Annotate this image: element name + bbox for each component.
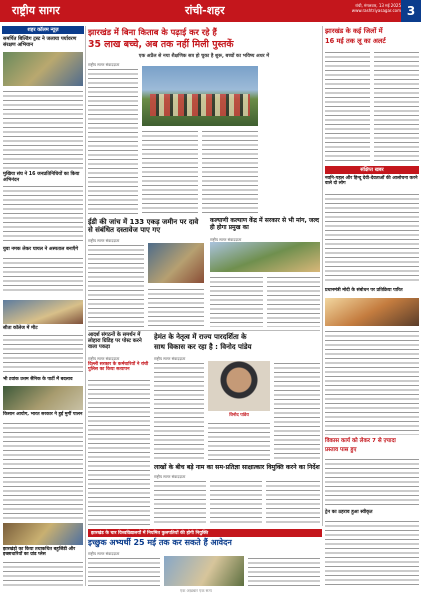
story2-headline: ईडी की जांच में 133 एकड़ जमीन पर दावे से संबंधित दस्तावेज पाए गए	[88, 218, 199, 235]
lead-body-col-2	[142, 129, 198, 215]
story3-body-col-1	[210, 275, 263, 327]
left-headline-4: सीता कॉलेज में मीट	[3, 326, 38, 331]
bottom-banner: झारखंड के चार विश्वविद्यालयों में नियमित कुलपतियों की होगी नियुक्ति	[88, 529, 322, 537]
story3-headline: कल्याणी कल्याण केंद्र में सरकार से भी मांग, जल्द ही होगा प्रमुख का	[210, 217, 320, 231]
story2-photo	[148, 243, 204, 283]
lead-body-col-3	[202, 129, 258, 215]
right-body-2	[325, 192, 419, 284]
masthead	[0, 0, 421, 22]
story4-subhead: दिल्‍ली सरकार के कर्मचारियों ने रांची पुलिस का किया सत्यापन	[88, 362, 149, 373]
left-body-1	[3, 89, 83, 169]
story3-body-col-2	[267, 275, 320, 327]
right-body-col-1	[325, 50, 370, 162]
story5-portrait	[208, 361, 270, 411]
story5-headline-2: साथ विकास कर रहा है : विनोद पांडेय	[154, 343, 252, 351]
footer-caption: एक अख़बार एक सत्य	[180, 588, 212, 593]
right-headline-2: नवनि-पहल और हिन्दू देवी-देवताओं की आलोचना करने वाले दो लोग	[325, 176, 418, 187]
right-headline-5: ट्रेन का ठहराव हुआ स्वीकृत	[325, 510, 373, 515]
story6-byline: राष्ट्रीय सागर संवाददाता	[154, 474, 186, 479]
left-photo-3	[3, 386, 83, 410]
story3-byline: राष्ट्रीय सागर संवाददाता	[210, 237, 242, 242]
left-photo-2	[3, 300, 83, 324]
story6-body-col-3	[266, 479, 320, 526]
story5-headline-1: हेमंत के नेतृत्व में राज्य पारदर्शिता के	[154, 333, 247, 341]
story4-headline: आदर्श संगठनों के समर्थन में लोहारा ग्रिडिह पर पोस्ट करने वाला पकड़ा	[88, 332, 142, 350]
left-headline-1: समर्पित बिल्डिंग ट्रस्ट ने जलाया पर्यावरण संरक्षण अभियान	[3, 36, 77, 48]
page-number: 3	[401, 0, 421, 22]
section-label-brief: संक्षिप्त खबर	[325, 166, 419, 174]
story4-body	[88, 378, 150, 526]
left-headline-6: किसान आयोग, भारत सरकार ने हुई मुर्गी पालन	[3, 412, 83, 417]
brand-name: राष्ट्रीय सागर	[12, 4, 60, 17]
right-headline-3: प्रधानमंत्री मोदी के संबोधन पर प्रतिक्रिया पारित	[325, 288, 403, 293]
bottom-byline: राष्ट्रीय सागर संवाददाता	[88, 551, 120, 556]
left-headline-7: झारखंड़ो का किया तथाकथित बहुजिंडी और इच्छाधारियों का ग्रांड प्लेस	[3, 547, 76, 558]
story3-photo	[210, 242, 320, 272]
bottom-photo	[164, 556, 244, 586]
column-divider-left	[85, 26, 86, 586]
right-headline-1a: झारखंड के कई जिलों में	[325, 27, 383, 35]
masthead-meta	[305, 3, 401, 13]
right-body-3	[325, 329, 419, 435]
left-photo-4	[3, 523, 83, 545]
story2-body-col-2	[148, 287, 204, 327]
lead-byline: राष्ट्रीय सागर संवाददाता	[88, 62, 120, 67]
lead-headline-1: झारखंड में बिना किताब के पढ़ाई कर रहे हैं	[88, 27, 217, 37]
bottom-body-col-2	[248, 556, 320, 586]
bottom-body-col-1	[88, 556, 160, 586]
lead-body-col-1	[88, 67, 138, 215]
story5-body-col-3	[274, 361, 320, 461]
bottom-headline: इच्छुक अभ्यर्थी 25 मई तक कर सकते हैं आवेदन	[88, 538, 232, 547]
left-body-2	[3, 184, 83, 244]
story2-byline: राष्ट्रीय सागर संवाददाता	[88, 238, 120, 243]
website-line: www.rashtriyasagar.com	[351, 8, 401, 13]
right-headline-1b: 16 मई तक लू का अलर्ट	[325, 37, 386, 45]
story5-body-col-2	[208, 421, 270, 461]
story6-headline: लाखों के बीच बड़े नाम का सम-प्रतिज्ञा साक्षात्कार विमुक्ति करने का निर्देश	[154, 464, 320, 471]
left-body-3	[3, 256, 83, 294]
lead-subhead: एक अप्रैल से नया शैक्षणिक सत्र हो चुका है शुरू, बच्चों का भविष्य अधर में	[138, 54, 270, 59]
row-rule-1	[88, 330, 320, 331]
right-photo-1	[325, 298, 419, 326]
section-title: रांची-शहर	[185, 4, 225, 17]
story2-body-col-1	[88, 243, 144, 327]
story5-body-col-1	[154, 361, 204, 461]
left-headline-5: भी टवांक उत्तम सैनिक के पार्टी में बदलाव	[3, 377, 73, 382]
left-photo-1	[3, 52, 83, 86]
left-body-6	[3, 560, 83, 586]
story6-body-col-1	[154, 479, 206, 526]
story4-byline: राष्ट्रीय सागर संवाददाता	[88, 356, 120, 361]
right-body-4	[325, 457, 419, 507]
left-body-5	[3, 421, 83, 519]
left-headline-3: युवा नमक लेकर घायल ने अस्पताल बनाएँगे	[3, 247, 79, 252]
right-headline-4a: विकास कार्य को लेकर 7 से ज़्यादा	[325, 438, 396, 444]
right-headline-4b: प्रस्ताव पास हुए	[325, 447, 357, 453]
story6-body-col-2	[210, 479, 262, 526]
left-body-4	[3, 333, 83, 375]
footer-strip	[0, 587, 421, 595]
section-label-city: शहर कॉलम न्यूज़	[2, 26, 84, 34]
story5-pull-quote: विनोद पांडेय	[229, 413, 249, 418]
right-body-col-2	[374, 50, 419, 162]
right-body-5	[325, 519, 419, 585]
story5-byline: राष्ट्रीय सागर संवाददाता	[154, 356, 186, 361]
left-headline-2: मुखिया संघ ने 16 जनप्रतिनिधियों का किया अभिनंदन	[3, 172, 80, 183]
date-line: रांची, मंगलवार, 13 मई 2025	[355, 3, 401, 8]
lead-headline-2: 35 लाख बच्चे, अब तक नहीं मिली पुस्तकें	[88, 39, 234, 50]
column-divider-right	[322, 26, 323, 526]
lead-photo	[142, 66, 258, 126]
